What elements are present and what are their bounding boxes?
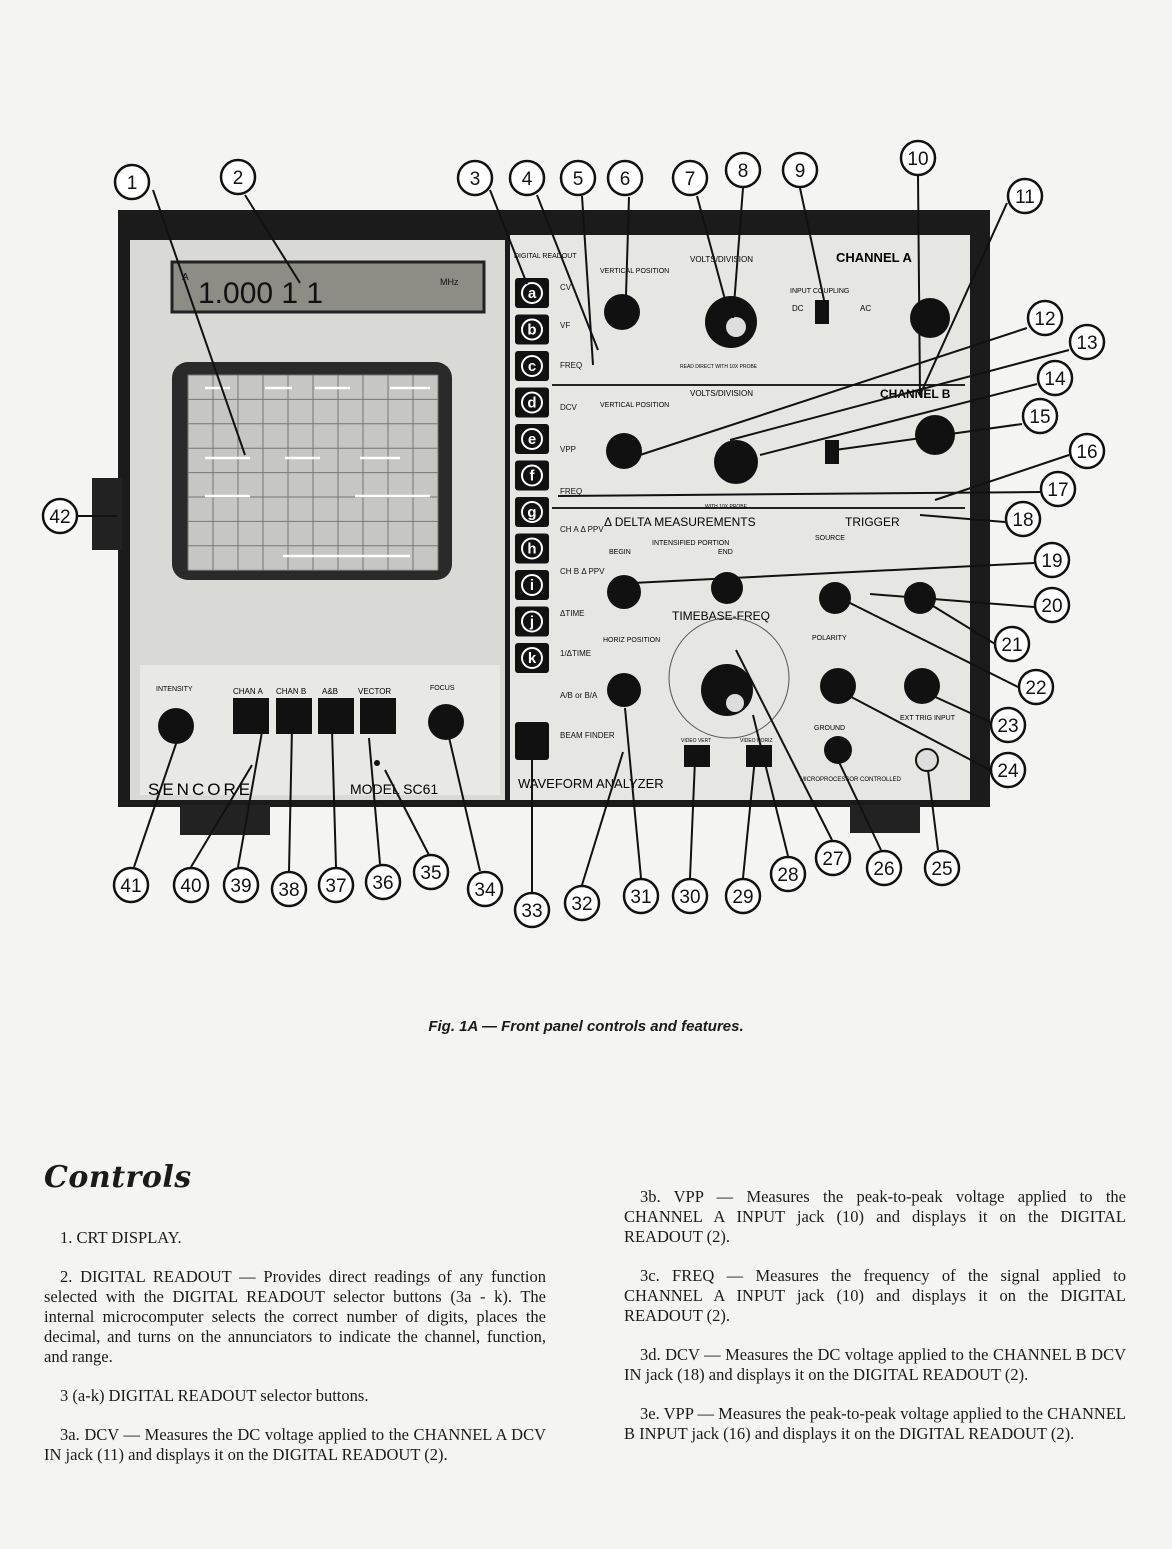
callout-number-15: 15 — [1029, 407, 1051, 428]
paragraph-3c: 3c. FREQ — Measures the frequency of the signal applied to CHANNEL A INPUT jack (10) and displays it on the DIGITAL READOUT (2). — [624, 1266, 1126, 1325]
trigger-source-knob[interactable] — [819, 582, 851, 614]
polarity-label: POLARITY — [812, 635, 847, 642]
callout-number-16: 16 — [1076, 442, 1098, 463]
lcd-annunciator: A — [182, 272, 189, 283]
selector-label: A/B or B/A — [560, 691, 598, 700]
focus-knob[interactable] — [428, 704, 464, 740]
timebase-title: TIMEBASE-FREQ — [672, 609, 771, 623]
a-b-label: A&B — [322, 687, 339, 696]
callout-number-24: 24 — [997, 761, 1019, 782]
volts-div-a-vernier[interactable] — [726, 317, 746, 337]
callout-number-36: 36 — [372, 873, 394, 894]
selector-label: CH B Δ PPV — [560, 567, 605, 576]
timebase-vernier[interactable] — [726, 694, 744, 712]
paragraph-3d: 3d. DCV — Measures the DC voltage applied to the CHANNEL B DCV IN jack (18) and displays it on the DIGITAL READOUT (2). — [624, 1345, 1126, 1384]
selector-letter-i: i — [529, 577, 535, 594]
callout-number-35: 35 — [420, 863, 442, 884]
chan-a-label: CHAN A — [233, 687, 263, 696]
chan-a-button[interactable] — [233, 698, 269, 734]
callout-number-8: 8 — [737, 161, 749, 182]
vertical-position-a-knob[interactable] — [604, 294, 640, 330]
waveform-analyzer-label: WAVEFORM ANALYZER — [518, 776, 664, 791]
selector-label: 1/ΔTIME — [560, 649, 592, 658]
selector-letter-g: g — [527, 504, 537, 521]
with-probe-label: WITH 10X PROBE — [705, 504, 747, 510]
chan-b-label: CHAN B — [276, 687, 307, 696]
selector-letter-e: e — [527, 431, 537, 448]
volts-div-b-label: VOLTS/DIVISION — [690, 389, 753, 398]
ground-jack[interactable] — [824, 736, 852, 764]
selector-letter-j: j — [529, 613, 535, 631]
end-label: END — [718, 549, 733, 556]
horiz-position-label: HORIZ POSITION — [603, 637, 661, 644]
callout-number-14: 14 — [1044, 369, 1066, 390]
selector-label: CH A Δ PPV — [560, 525, 604, 534]
callout-number-26: 26 — [873, 859, 895, 880]
callout-number-19: 19 — [1041, 551, 1063, 572]
selector-letter-h: h — [527, 540, 537, 558]
callout-number-12: 12 — [1034, 309, 1056, 330]
delta-begin-knob[interactable] — [607, 575, 641, 609]
callout-number-37: 37 — [325, 876, 347, 897]
callout-number-1: 1 — [126, 173, 138, 194]
channel-a-input-jack[interactable] — [910, 298, 950, 338]
intensity-label: INTENSITY — [156, 686, 193, 693]
selector-label: VF — [560, 321, 571, 330]
callout-number-17: 17 — [1047, 480, 1069, 501]
timebase-knob[interactable] — [701, 664, 753, 716]
paragraph-digital-readout: 2. DIGITAL READOUT — Provides direct readings of any function selected with the DIGITAL READOUT selector buttons (3a - k). The internal microcomputer selects the correct number of digits, places the decimal, and turns on the annunciators to indicate the channel, function, and range. — [44, 1267, 546, 1366]
callout-number-38: 38 — [278, 880, 300, 901]
right-column — [624, 1187, 1126, 1463]
callout-number-41: 41 — [120, 876, 142, 897]
vector-button[interactable] — [360, 698, 396, 734]
selector-letter-f: f — [529, 467, 535, 485]
coupling-a-switch[interactable] — [815, 300, 829, 324]
trace-rotation-adjust[interactable] — [374, 760, 380, 766]
paragraph-crt-display: 1. CRT DISPLAY. — [60, 1228, 182, 1247]
section-heading: Controls — [44, 1160, 192, 1195]
callout-number-13: 13 — [1076, 333, 1098, 354]
callout-number-2: 2 — [232, 168, 244, 189]
callout-number-9: 9 — [794, 161, 806, 182]
begin-label: BEGIN — [609, 549, 631, 556]
vertical-position-a-label: VERTICAL POSITION — [600, 268, 670, 275]
side-handle — [92, 478, 122, 550]
selector-letter-b: b — [527, 321, 537, 339]
volts-div-b-knob[interactable] — [714, 440, 758, 484]
focus-label: FOCUS — [430, 685, 455, 692]
selector-label: DCV — [560, 403, 577, 412]
callout-number-39: 39 — [230, 876, 252, 897]
paragraph-3a: 3a. DCV — Measures the DC voltage applied to the CHANNEL A DCV IN jack (11) and displays it on the DIGITAL READOUT (2). — [44, 1425, 546, 1464]
callout-number-7: 7 — [684, 169, 696, 190]
lcd-reading: 1.000 1 1 — [198, 277, 324, 310]
callout-number-27: 27 — [822, 849, 844, 870]
callout-number-32: 32 — [571, 894, 593, 915]
trigger-level-knob[interactable] — [904, 668, 940, 704]
dc-label: DC — [792, 304, 804, 313]
selector-label: FREQ — [560, 487, 583, 496]
selector-header: DIGITAL READOUT — [514, 253, 577, 260]
callout-number-6: 6 — [619, 169, 631, 190]
callout-number-4: 4 — [521, 169, 533, 190]
intensity-knob[interactable] — [158, 708, 194, 744]
figure-caption: Fig. 1A — Front panel controls and features. — [428, 1018, 744, 1035]
paragraph-3b: 3b. VPP — Measures the peak-to-peak voltage applied to the CHANNEL A INPUT jack (10) and displays it on the DIGITAL READOUT (2). — [624, 1187, 1126, 1246]
callout-number-11: 11 — [1015, 187, 1035, 208]
readout-selector-buttons — [515, 278, 549, 673]
volts-div-a-label: VOLTS/DIVISION — [690, 255, 753, 264]
input-coupling-label: INPUT COUPLING — [790, 288, 850, 295]
channel-a-title: CHANNEL A — [836, 250, 912, 265]
callout-number-30: 30 — [679, 887, 701, 908]
callout-number-42: 42 — [49, 507, 71, 528]
callout-number-5: 5 — [572, 169, 584, 190]
paragraph-3e: 3e. VPP — Measures the peak-to-peak voltage applied to the CHANNEL B INPUT jack (16) and displays it on the DIGITAL READOUT (2). — [624, 1404, 1126, 1443]
trigger-title: TRIGGER — [845, 515, 900, 529]
callout-number-23: 23 — [997, 716, 1019, 737]
left-column — [44, 1228, 546, 1484]
selector-label: FREQ — [560, 361, 583, 370]
video-vert-button[interactable] — [684, 745, 710, 767]
beam-finder-button[interactable] — [515, 722, 549, 760]
source-label: SOURCE — [815, 535, 845, 542]
selector-letter-a: a — [527, 285, 537, 302]
video-vert-label: VIDEO VERT — [681, 738, 712, 744]
paragraph-selector-buttons: 3 (a-k) DIGITAL READOUT selector buttons. — [60, 1386, 369, 1405]
delta-title: Δ DELTA MEASUREMENTS — [604, 515, 756, 529]
chan-b-button[interactable] — [276, 698, 312, 734]
ext-trig-jack[interactable] — [916, 749, 938, 771]
callout-number-31: 31 — [630, 887, 652, 908]
selector-label: CV — [560, 283, 572, 292]
callout-number-29: 29 — [732, 887, 754, 908]
vertical-position-b-knob[interactable] — [606, 433, 642, 469]
intensified-label: INTENSIFIED PORTION — [652, 540, 730, 547]
ext-trig-label: EXT TRIG INPUT — [900, 715, 955, 722]
selector-letter-k: k — [527, 650, 537, 667]
selector-label: ΔTIME — [560, 609, 585, 618]
video-horiz-button[interactable] — [746, 745, 772, 767]
callout-number-34: 34 — [474, 880, 496, 901]
vector-label: VECTOR — [358, 687, 392, 696]
coupling-b-switch[interactable] — [825, 440, 839, 464]
read-direct-label: READ DIRECT WITH 10X PROBE — [680, 364, 758, 370]
callout-number-25: 25 — [931, 859, 953, 880]
brand-logo: SENCORE — [148, 780, 254, 799]
vertical-position-b-label: VERTICAL POSITION — [600, 402, 670, 409]
lcd-unit: MHz — [440, 277, 459, 287]
video-horiz-label: VIDEO HORIZ — [740, 738, 773, 744]
horiz-position-knob[interactable] — [607, 673, 641, 707]
model-label: MODEL SC61 — [350, 781, 439, 797]
callout-number-22: 22 — [1025, 678, 1047, 699]
ac-label: AC — [860, 304, 872, 313]
callout-number-18: 18 — [1012, 510, 1034, 531]
micro-label: MICROPROCESSOR CONTROLLED — [800, 777, 902, 783]
a-and-b-button[interactable] — [318, 698, 354, 734]
polarity-knob[interactable] — [820, 668, 856, 704]
selector-letter-c: c — [527, 358, 537, 375]
callout-number-33: 33 — [521, 901, 543, 922]
callout-number-40: 40 — [180, 876, 202, 897]
callout-number-28: 28 — [777, 865, 799, 886]
selector-label: BEAM FINDER — [560, 731, 615, 740]
callout-number-10: 10 — [907, 149, 929, 170]
callout-number-21: 21 — [1001, 635, 1023, 656]
callout-number-3: 3 — [469, 169, 481, 190]
ground-label: GROUND — [814, 725, 846, 732]
channel-b-title: CHANNEL B — [880, 387, 951, 401]
selector-label: VPP — [560, 445, 577, 454]
callout-number-20: 20 — [1041, 596, 1063, 617]
selector-letter-d: d — [527, 394, 537, 412]
